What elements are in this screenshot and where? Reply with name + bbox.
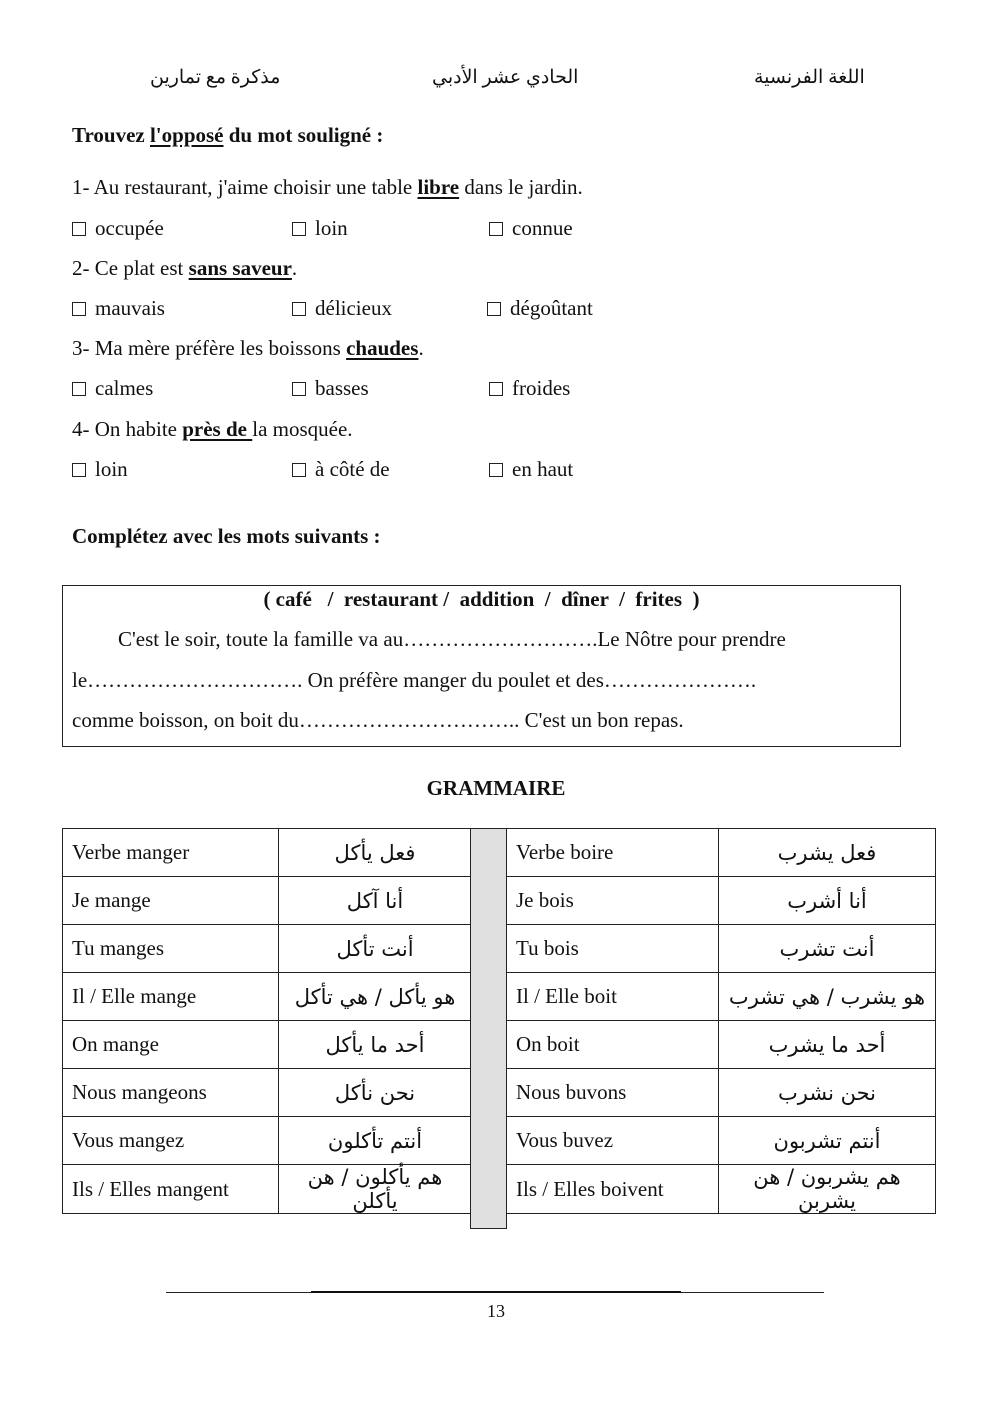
french-cell: Je mange [63,877,279,925]
arabic-cell: أحد ما يأكل [279,1021,472,1069]
arabic-cell: فعل يأكل [279,829,472,877]
option-checkbox[interactable] [489,457,573,482]
checkbox-icon[interactable] [72,302,86,316]
french-cell: Tu manges [63,925,279,973]
option-label: à côté de [315,457,390,481]
option-checkbox[interactable] [72,296,165,321]
question-1 [72,175,583,200]
grammar-title: GRAMMAIRE [426,776,566,800]
table-row [63,1021,472,1069]
arabic-cell: نحن نشرب [719,1069,936,1117]
conjugation-table-boire [506,828,936,1214]
arabic-cell: أحد ما يشرب [719,1021,936,1069]
header-center-title: الحادي عشر الأدبي [432,67,579,88]
table-header-row [507,829,936,877]
option-checkbox[interactable] [72,216,164,241]
arabic-cell: أنتم تشربون [719,1117,936,1165]
french-cell: Vous mangez [63,1117,279,1165]
option-label: connue [512,216,573,240]
table-row [63,1165,472,1214]
checkbox-icon[interactable] [292,382,306,396]
option-label: mauvais [95,296,165,320]
french-cell: Il / Elle mange [63,973,279,1021]
question-text: 2- Ce plat est [72,256,189,280]
header-left-title: مذكرة مع تمارين [150,67,281,88]
french-cell: Vous buvez [507,1117,719,1165]
table-row [507,1021,936,1069]
french-cell: On mange [63,1021,279,1069]
french-cell: Tu bois [507,925,719,973]
option-label: dégoûtant [510,296,593,320]
page-number: 13 [487,1301,505,1321]
checkbox-icon[interactable] [489,382,503,396]
fill-line-2: le…………………………. On préfère manger du poulet et des…………………. [72,668,757,692]
question-text: dans le jardin. [459,175,583,199]
table-row [63,1117,472,1165]
option-label: occupée [95,216,164,240]
conjugation-table-manger [62,828,472,1214]
table-row [63,973,472,1021]
question-text: la mosquée. [252,417,353,441]
exercise1-title [72,123,383,148]
arabic-cell: أنا آكل [279,877,472,925]
french-cell: Il / Elle boit [507,973,719,1021]
table-row [63,925,472,973]
option-label: loin [315,216,348,240]
option-checkbox[interactable] [292,376,369,401]
checkbox-icon[interactable] [489,222,503,236]
header-right-title: اللغة الفرنسية [754,67,865,88]
checkbox-icon[interactable] [292,463,306,477]
french-cell: Ils / Elles mangent [63,1165,279,1214]
title-text: du mot souligné : [223,123,384,147]
option-checkbox[interactable] [292,457,390,482]
arabic-cell: هم يشربون / هن يشربن [719,1165,936,1214]
option-label: loin [95,457,128,481]
option-label: en haut [512,457,574,481]
checkbox-icon[interactable] [292,302,306,316]
question-4 [72,417,353,442]
french-cell: Ils / Elles boivent [507,1165,719,1214]
table-row [507,1165,936,1214]
table-row [63,877,472,925]
fill-line-1: C'est le soir, toute la famille va au……………………….Le Nôtre pour prendre [118,627,786,651]
checkbox-icon[interactable] [72,463,86,477]
arabic-cell: فعل يشرب [719,829,936,877]
checkbox-icon[interactable] [292,222,306,236]
underlined-word: sans saveur [188,256,292,280]
option-checkbox[interactable] [292,216,348,241]
option-checkbox[interactable] [72,376,153,401]
footer-rule-bold [311,1291,681,1293]
table-row [63,1069,472,1117]
question-text: . [418,336,424,360]
table-row [507,877,936,925]
option-checkbox[interactable] [487,296,593,321]
french-cell: On boit [507,1021,719,1069]
question-3 [72,336,424,361]
french-cell: Verbe manger [63,829,279,877]
table-row [507,1117,936,1165]
arabic-cell: أنت تشرب [719,925,936,973]
arabic-cell: هم يأكلون / هن يأكلن [279,1165,472,1214]
question-2 [72,256,297,281]
option-checkbox[interactable] [489,216,573,241]
option-label: froides [512,376,571,400]
option-label: délicieux [315,296,392,320]
underlined-word: près de [182,417,253,441]
option-checkbox[interactable] [72,457,128,482]
option-checkbox[interactable] [292,296,392,321]
table-separator [470,828,507,1229]
checkbox-icon[interactable] [72,222,86,236]
table-row [507,973,936,1021]
option-checkbox[interactable] [489,376,570,401]
fill-line-3: comme boisson, on boit du………………………….. C'est un bon repas. [72,708,684,732]
underlined-word: libre [417,175,460,199]
checkbox-icon[interactable] [487,302,501,316]
title-text: Trouvez [72,123,150,147]
table-row [507,925,936,973]
question-text: . [291,256,298,280]
checkbox-icon[interactable] [489,463,503,477]
option-label: basses [315,376,369,400]
checkbox-icon[interactable] [72,382,86,396]
word-bank: ( café / restaurant / addition / dîner / frites ) [263,587,700,611]
exercise2-title: Complétez avec les mots suivants : [72,524,381,548]
title-underlined-word: l'opposé [149,123,224,147]
french-cell: Nous buvons [507,1069,719,1117]
underlined-word: chaudes [346,336,419,360]
arabic-cell: أنت تأكل [279,925,472,973]
arabic-cell: هو يأكل / هي تأكل [279,973,472,1021]
arabic-cell: هو يشرب / هي تشرب [719,973,936,1021]
french-cell: Je bois [507,877,719,925]
question-text: 1- Au restaurant, j'aime choisir une table [72,175,418,199]
question-text: 4- On habite [72,417,183,441]
table-header-row [63,829,472,877]
question-text: 3- Ma mère préfère les boissons [72,336,347,360]
arabic-cell: نحن نأكل [279,1069,472,1117]
option-label: calmes [95,376,154,400]
french-cell: Verbe boire [507,829,719,877]
table-row [507,1069,936,1117]
arabic-cell: أنتم تأكلون [279,1117,472,1165]
french-cell: Nous mangeons [63,1069,279,1117]
arabic-cell: أنا أشرب [719,877,936,925]
